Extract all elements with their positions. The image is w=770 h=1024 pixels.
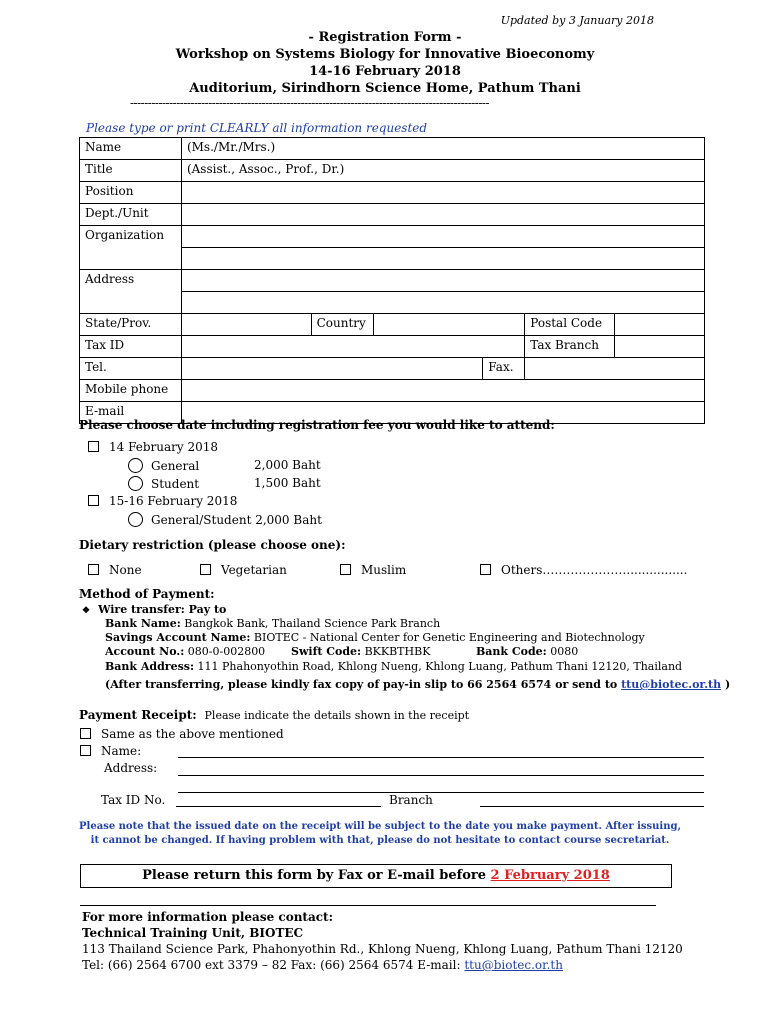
bankcode-value: 0080 xyxy=(550,645,579,658)
account-no-label: Account No.: xyxy=(105,645,185,658)
mobile-field[interactable] xyxy=(181,380,704,402)
account-no-line xyxy=(105,645,265,658)
state-field[interactable] xyxy=(181,314,311,336)
genstudent-label: General/Student 2,000 Baht xyxy=(151,513,322,527)
return-deadline: 2 February 2018 xyxy=(490,868,610,883)
receipt-same[interactable] xyxy=(80,727,284,741)
label-email: E-mail xyxy=(80,402,182,424)
receipt-note-2: it cannot be changed. If having problem with that, please do not hesitate to contact course secretariat. xyxy=(90,835,670,846)
label-title: Title xyxy=(80,160,182,182)
after-transfer-text: (After transferring, please kindly fax copy of pay-in slip to 66 2564 6574 or send to xyxy=(105,678,618,691)
receipt-name-line[interactable] xyxy=(178,757,704,758)
label-name: Name xyxy=(80,138,182,160)
fax-field[interactable] xyxy=(525,358,705,380)
account-name-label: Savings Account Name: xyxy=(105,631,251,644)
receipt-taxid-line[interactable] xyxy=(176,806,381,807)
registration-table xyxy=(79,137,705,424)
contact-email-link[interactable]: ttu@biotec.or.th xyxy=(464,958,563,972)
organization-field[interactable] xyxy=(181,226,704,248)
diet-vegetarian[interactable] xyxy=(200,563,287,577)
contact-phone: Tel: (66) 2564 6700 ext 3379 – 82 Fax: (66) 2564 6574 E-mail: xyxy=(82,958,461,972)
row-organization xyxy=(80,226,705,248)
bank-address-line xyxy=(105,660,682,673)
position-field[interactable] xyxy=(181,182,704,204)
genstudent-option[interactable] xyxy=(128,512,322,527)
date-option-14[interactable] xyxy=(88,440,218,454)
receipt-note-1: Please note that the issued date on the receipt will be subject to the date you make payment. After issuing, xyxy=(79,821,681,832)
updated-date: Updated by 3 January 2018 xyxy=(500,14,654,27)
address-field-2[interactable] xyxy=(181,292,704,314)
general-fee: 2,000 Baht xyxy=(254,458,321,472)
form-title: - Registration Form - xyxy=(308,30,462,45)
label-country: Country xyxy=(311,314,373,336)
account-no-value: 080-0-002800 xyxy=(187,645,266,658)
radio-icon[interactable] xyxy=(128,476,143,491)
date-14-label: 14 February 2018 xyxy=(109,440,219,454)
receipt-heading: Payment Receipt: xyxy=(79,708,197,722)
row-title xyxy=(80,160,705,182)
student-option[interactable] xyxy=(128,476,199,491)
workshop-title: Workshop on Systems Biology for Innovative Bioeconomy xyxy=(175,47,595,62)
label-state: State/Prov. xyxy=(80,314,182,336)
label-address: Address xyxy=(80,270,182,314)
contact-address: 113 Thailand Science Park, Phahonyothin Rd., Khlong Nueng, Khlong Luang, Pathum Thani 12120 xyxy=(82,942,683,956)
label-fax: Fax. xyxy=(483,358,525,380)
row-mobile xyxy=(80,380,705,402)
bankcode-line xyxy=(476,645,578,658)
divider: ----------------------------------------------------------------------------------------------------- xyxy=(130,98,490,108)
row-address xyxy=(80,270,705,292)
payment-heading: Method of Payment: xyxy=(79,587,215,601)
checkbox-icon[interactable] xyxy=(88,495,99,506)
after-transfer-close: ) xyxy=(724,678,731,691)
bankcode-label: Bank Code: xyxy=(476,645,547,658)
wire-label: Wire transfer: Pay to xyxy=(98,603,227,616)
radio-icon[interactable] xyxy=(128,512,143,527)
checkbox-icon[interactable] xyxy=(88,564,99,575)
label-position: Position xyxy=(80,182,182,204)
row-name xyxy=(80,138,705,160)
receipt-name-label: Name: xyxy=(101,744,142,758)
dept-field[interactable] xyxy=(181,204,704,226)
checkbox-icon[interactable] xyxy=(340,564,351,575)
dates-heading: Please choose date including registration fee you would like to attend: xyxy=(79,418,555,432)
receipt-address-line-1[interactable] xyxy=(178,775,704,776)
tel-field[interactable] xyxy=(181,358,482,380)
bank-name-label: Bank Name: xyxy=(105,617,181,630)
swift-value: BKKBTHBK xyxy=(364,645,431,658)
diet-muslim-label: Muslim xyxy=(361,563,407,577)
account-name-line xyxy=(105,631,645,644)
contact-heading: For more information please contact: xyxy=(82,910,334,924)
instruction-text: Please type or print CLEARLY all information requested xyxy=(86,121,428,135)
title-field[interactable]: (Assist., Assoc., Prof., Dr.) xyxy=(181,160,704,182)
label-tel: Tel. xyxy=(80,358,182,380)
student-fee: 1,500 Baht xyxy=(254,476,321,490)
label-taxbranch: Tax Branch xyxy=(525,336,615,358)
contact-block xyxy=(82,909,683,973)
label-organization: Organization xyxy=(80,226,182,270)
address-field[interactable] xyxy=(181,270,704,292)
label-postal: Postal Code xyxy=(525,314,615,336)
date-15-16-label: 15-16 February 2018 xyxy=(109,494,238,508)
diet-others[interactable] xyxy=(480,563,687,577)
general-label: General xyxy=(151,459,200,473)
checkbox-icon[interactable] xyxy=(200,564,211,575)
row-dept xyxy=(80,204,705,226)
wire-transfer xyxy=(82,603,226,616)
organization-field-2[interactable] xyxy=(181,248,704,270)
diet-others-label: Others…………………................ xyxy=(501,563,688,577)
workshop-dates: 14-16 February 2018 xyxy=(309,64,461,79)
swift-line xyxy=(291,645,430,658)
label-mobile: Mobile phone xyxy=(80,380,182,402)
contact-phone-line xyxy=(82,957,683,973)
checkbox-icon[interactable] xyxy=(80,745,91,756)
receipt-address-label: Address: xyxy=(104,761,158,775)
footer-divider xyxy=(80,905,656,906)
diet-none[interactable] xyxy=(88,563,142,577)
receipt-name[interactable] xyxy=(80,744,141,758)
label-dept: Dept./Unit xyxy=(80,204,182,226)
swift-label: Swift Code: xyxy=(291,645,362,658)
email-link[interactable]: ttu@biotec.or.th xyxy=(621,678,722,691)
checkbox-icon[interactable] xyxy=(88,441,99,452)
bank-address-label: Bank Address: xyxy=(105,660,195,673)
name-field[interactable]: (Ms./Mr./Mrs.) xyxy=(181,138,704,160)
receipt-sub: Please indicate the details shown in the receipt xyxy=(204,709,470,722)
row-position xyxy=(80,182,705,204)
row-tel xyxy=(80,358,705,380)
account-name-value: BIOTEC - National Center for Genetic Engineering and Biotechnology xyxy=(253,631,645,644)
general-option[interactable] xyxy=(128,458,199,473)
row-taxid xyxy=(80,336,705,358)
return-notice xyxy=(80,864,672,888)
receipt-branch-line[interactable] xyxy=(480,806,704,807)
bank-name-line xyxy=(105,617,440,630)
return-text: Please return this form by Fax or E-mail before xyxy=(142,868,487,883)
contact-unit: Technical Training Unit, BIOTEC xyxy=(82,926,304,940)
taxbranch-field[interactable] xyxy=(615,336,705,358)
taxid-field[interactable] xyxy=(181,336,524,358)
receipt-heading-line xyxy=(79,708,469,722)
country-field[interactable] xyxy=(373,314,525,336)
diamond-bullet-icon: ❖ xyxy=(82,606,91,616)
diet-veg-label: Vegetarian xyxy=(221,563,287,577)
checkbox-icon[interactable] xyxy=(480,564,491,575)
receipt-taxid-label: Tax ID No. xyxy=(101,793,166,807)
radio-icon[interactable] xyxy=(128,458,143,473)
checkbox-icon[interactable] xyxy=(80,728,91,739)
bank-name-value: Bangkok Bank, Thailand Science Park Branch xyxy=(184,617,441,630)
row-state xyxy=(80,314,705,336)
receipt-branch-label: Branch xyxy=(389,793,433,807)
after-transfer-note xyxy=(105,678,730,691)
workshop-venue: Auditorium, Sirindhorn Science Home, Pathum Thani xyxy=(189,81,581,96)
label-taxid: Tax ID xyxy=(80,336,182,358)
postal-field[interactable] xyxy=(615,314,705,336)
receipt-same-label: Same as the above mentioned xyxy=(101,727,284,741)
date-option-15-16[interactable] xyxy=(88,494,237,508)
student-label: Student xyxy=(151,477,200,491)
diet-muslim[interactable] xyxy=(340,563,406,577)
diet-heading: Dietary restriction (please choose one): xyxy=(79,538,346,552)
bank-address-value: 111 Phahonyothin Road, Khlong Nueng, Khlong Luang, Pathum Thani 12120, Thailand xyxy=(197,660,683,673)
diet-none-label: None xyxy=(109,563,142,577)
receipt-address-line-2[interactable] xyxy=(178,792,704,793)
